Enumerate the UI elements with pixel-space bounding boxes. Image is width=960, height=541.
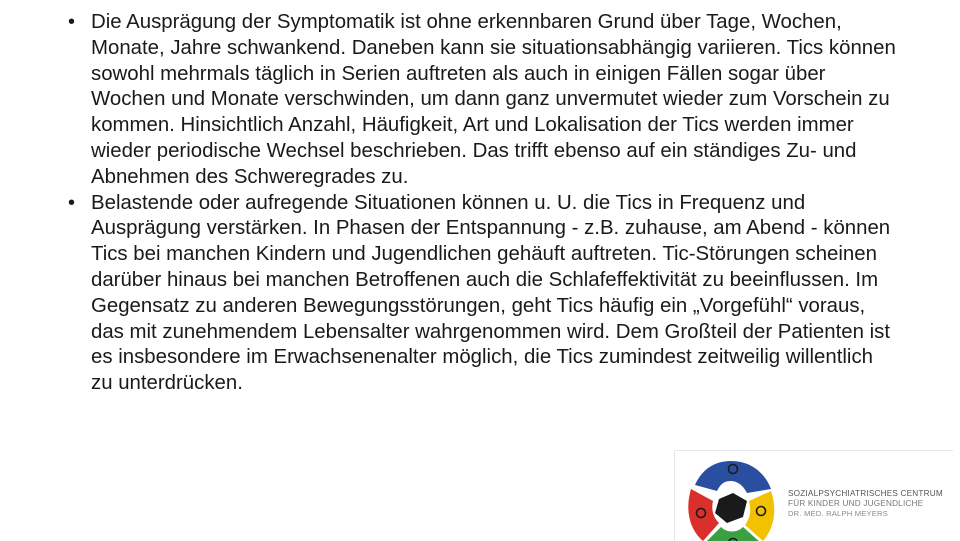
bullet-list (66, 10, 896, 397)
bullet-dot: • (68, 191, 75, 217)
logo-line-2: FÜR KINDER UND JUGENDLICHE (788, 499, 953, 509)
logo-line-3: DR. MED. RALPH MEYERS (788, 509, 953, 519)
puzzle-dot-yellow (757, 507, 766, 516)
bullet-text: Die Ausprägung der Symptomatik ist ohne erkennbaren Grund über Tage, Wochen, Monate, Jahre schwankend. Daneben kann sie situationsabhängig variieren. Tics können sowohl mehrmals täglich in Serien auftreten als auch in einigen Fällen sogar über Wochen und Monate verschwinden, um dann ganz unvermutet wieder zum Vorschein zu kommen. Hinsichtlich Anzahl, Häufigkeit, Art und Lokalisation der Tics werden immer wieder periodische Wechsel beschrieben. Das trifft ebenso auf ein ständiges Zu- und Abnehmen des Schweregrades zu. (91, 11, 896, 188)
logo-line-1: SOZIALPSYCHIATRISCHES CENTRUM (788, 489, 953, 499)
logo-text (788, 489, 953, 519)
bullet-item (66, 191, 896, 397)
puzzle-piece-blue (695, 461, 731, 491)
clinic-logo (674, 450, 953, 541)
bullet-item (66, 10, 896, 191)
puzzle-dot-blue (729, 465, 738, 474)
bullet-dot: • (68, 10, 75, 36)
puzzle-center (715, 493, 747, 523)
bullet-text: Belastende oder aufregende Situationen können u. U. die Tics in Frequenz und Ausprägung verstärken. In Phasen der Entspannung - z.B. zuhause, am Abend - können Tics bei manchen Kindern und Jugendlichen gehäuft auftreten. Tic-Störungen scheinen darüber hinaus bei manchen Betroffenen auch die Schlafeffektivität zu beeinflussen. Im Gegensatz zu anderen Bewegungsstörungen, geht Tics häufig ein „Vorgefühl“ voraus, das mit zunehmendem Lebensalter wahrgenommen wird. Dem Großteil der Patienten ist es insbesondere im Erwachsenenalter möglich, die Tics zumindest zeitweilig willentlich zu unterdrücken. (91, 192, 890, 395)
puzzle-dot-red (697, 509, 706, 518)
puzzle-logo-icon (677, 453, 785, 541)
